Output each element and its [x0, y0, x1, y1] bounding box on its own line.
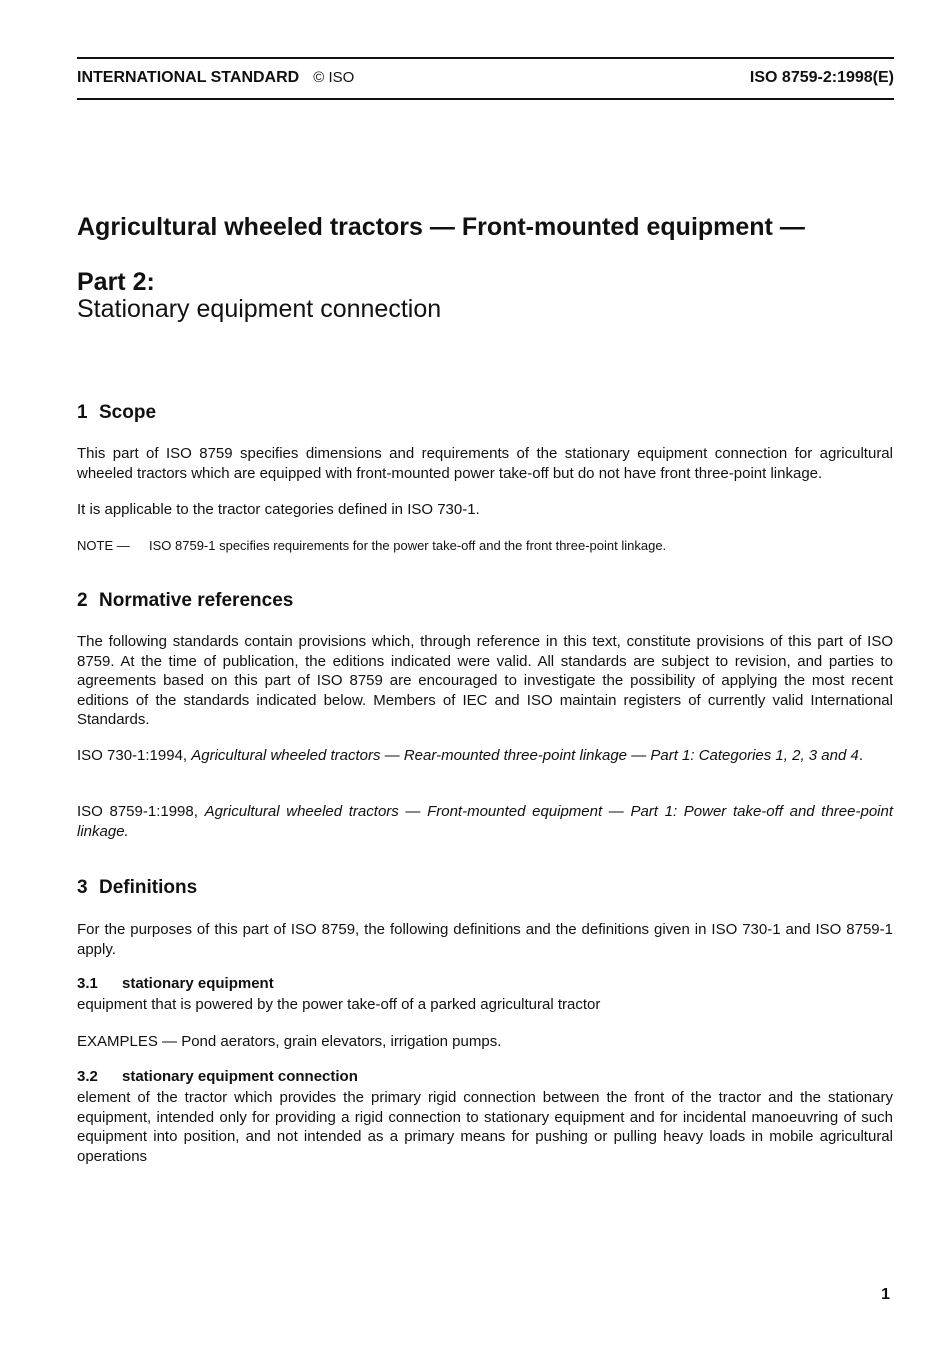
section-number: 1 [77, 402, 88, 423]
document-title: Agricultural wheeled tractors — Front-mounted equipment — [77, 213, 805, 241]
normative-reference-1: ISO 730-1:1994, Agricultural wheeled tractors — Rear-mounted three-point linkage — Part 1: Categories 1, 2, 3 and 4. [77, 747, 863, 764]
definition-number: 3.2 [77, 1068, 98, 1085]
reference-title: Agricultural wheeled tractors — Front-mounted equipment — Part 1: Power take-off and three-point linkage. [77, 803, 894, 840]
definition-heading-3-1 [77, 975, 274, 992]
section-heading-scope [77, 402, 156, 424]
definition-term: stationary equipment [122, 975, 274, 992]
section-number: 3 [77, 877, 88, 898]
header-copyright: © ISO [313, 69, 355, 86]
section-title: Normative references [99, 590, 294, 611]
scope-note [77, 537, 893, 554]
header-standard-label: INTERNATIONAL STANDARD [77, 69, 300, 86]
scope-paragraph-2: It is applicable to the tractor categories defined in ISO 730-1. [77, 501, 480, 518]
definition-heading-3-2 [77, 1068, 358, 1085]
section-heading-normative-references [77, 590, 293, 612]
definition-text-3-1: equipment that is powered by the power take-off of a parked agricultural tractor [77, 996, 601, 1013]
header-doc-id: ISO 8759-2:1998(E) [749, 69, 894, 86]
note-label: NOTE — [77, 538, 130, 553]
page-number: 1 [881, 1286, 890, 1303]
reference-id: ISO 8759-1:1998, [77, 803, 198, 820]
section-title: Scope [99, 402, 157, 423]
definition-text-3-2: element of the tractor which provides the primary rigid connection between the front of the tractor and the stationary equipment, intended only for providing a rigid connection to stationary equipment and for incidental manoeuvring of such equipment into position, and not intended as a primary means for pushing or pulling heavy loads in mobile agricultural operations [77, 1089, 893, 1165]
normative-reference-2 [77, 802, 893, 841]
definition-examples: EXAMPLES — Pond aerators, grain elevators, irrigation pumps. [77, 1033, 502, 1050]
definitions-paragraph-1: For the purposes of this part of ISO 8759, the following definitions and the definitions given in ISO 730-1 and ISO 8759-1 apply. [77, 921, 893, 958]
header-bottom-rule [77, 98, 894, 100]
section-heading-definitions [77, 877, 197, 899]
definition-term: stationary equipment connection [122, 1068, 358, 1085]
reference-title: Agricultural wheeled tractors — Rear-mounted three-point linkage — Part 1: Categories 1, 2, 3 and 4 [191, 747, 859, 764]
note-text: ISO 8759-1 specifies requirements for the power take-off and the front three-point linkage. [149, 538, 667, 553]
definition-number: 3.1 [77, 975, 98, 992]
header-top-rule [77, 57, 894, 59]
reference-id: ISO 730-1:1994, [77, 747, 188, 764]
section-number: 2 [77, 590, 88, 611]
section-title: Definitions [99, 877, 198, 898]
part-label: Part 2: [77, 268, 155, 296]
scope-paragraph-1: This part of ISO 8759 specifies dimensions and requirements of the stationary equipment connection for agricultural wheeled tractors which are equipped with front-mounted power take-off but do not have front three-point linkage. [77, 445, 893, 482]
part-title: Stationary equipment connection [77, 295, 442, 323]
normative-paragraph-1: The following standards contain provisions which, through reference in this text, constitute provisions of this part of ISO 8759. At the time of publication, the editions indicated were valid. All standards are subject to revision, and parties to agreements based on this part of ISO 8759 are encouraged to investigate the possibility of applying the most recent editions of the standards indicated below. Members of IEC and ISO maintain registers of currently valid International Standards. [77, 633, 893, 728]
running-header [77, 69, 894, 91]
